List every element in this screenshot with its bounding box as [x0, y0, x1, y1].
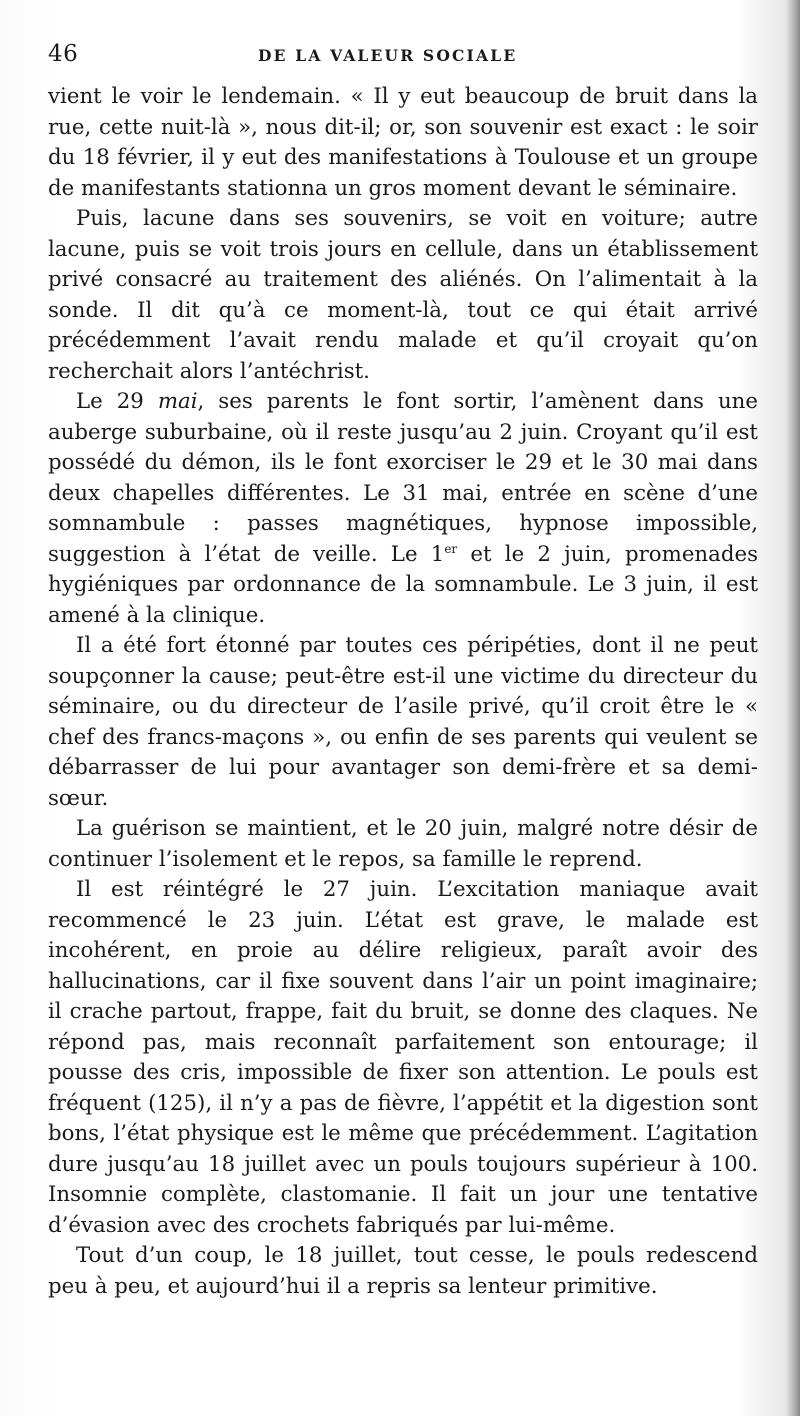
- superscript: er: [444, 541, 458, 556]
- paragraph-continuation: vient le voir le lendemain. « Il y eut beaucoup de bruit dans la rue, cette nuit-là », nous dit-il; or, son souvenir est exact : le soir du 18 février, il y eut des manifestations à Toulouse et un groupe de manifestants stationna un gros moment devant le séminaire.: [48, 84, 758, 201]
- page-number: 46: [48, 41, 79, 67]
- paragraph: Puis, lacune dans ses souvenirs, se voit en voiture; autre lacune, puis se voit trois jours en cellule, dans un établissement privé consacré au traitement des aliénés. On l’alimentait à la sonde. Il dit qu’à ce moment-là, tout ce qui était arrivé précédemment l’avait rendu malade et qu’il croyait qu’on recherchait alors l’antéchrist.: [48, 206, 758, 384]
- paragraph: La guérison se maintient, et le 20 juin, malgré notre désir de continuer l’isolement et le repos, sa famille le reprend.: [48, 816, 758, 872]
- paragraph-text: , ses parents le font sortir, l’amènent dans une auberge suburbaine, où il reste jusqu’au 2 juin. Croyant qu’il est possédé du démon, ils le font exorciser le 29 et le 30 mai dans deux chapelles différentes. Le 31 mai, entrée en scène d’une somnambule : passes magnétiques, hypnose impossible, suggestion à l’état de veille. Le 1: [48, 389, 758, 567]
- italic-text: mai: [157, 389, 198, 414]
- paragraph: Il a été fort étonné par toutes ces péripéties, dont il ne peut soupçonner la cause; peut-être est-il une victime du directeur du séminaire, ou du directeur de l’asile privé, qu’il croit être le « chef des francs-maçons », ou enfin de ses parents qui veulent se débarrasser de lui pour avantager son demi-frère et sa demi-sœur.: [48, 633, 758, 811]
- body-text: [48, 82, 758, 1302]
- running-title: DE LA VALEUR SOCIALE: [258, 46, 518, 65]
- paragraph: [48, 387, 758, 631]
- paragraph-text: et le 2 juin, promenades hygiéniques par ordonnance de la somnambule. Le 3 juin, il est amené à la clinique.: [48, 541, 759, 628]
- page-edge-shadow: [786, 0, 800, 1416]
- page-header: [48, 36, 758, 72]
- paragraph: Il est réintégré le 27 juin. L’excitation maniaque avait recommencé le 23 juin. L’état est grave, le malade est incohérent, en proie au délire religieux, paraît avoir des hallucinations, car il fixe souvent dans l’air un point imaginaire; il crache partout, frappe, fait du bruit, se donne des claques. Ne répond pas, mais reconnaît parfaitement son entourage; il pousse des cris, impossible de fixer son attention. Le pouls est fréquent (125), il n’y a pas de fièvre, l’appétit et la digestion sont bons, l’état physique est le même que précédemment. L’agitation dure jusqu’au 18 juillet avec un pouls toujours supérieur à 100. Insomnie complète, clastomanie. Il fait un jour une tentative d’évasion avec des crochets fabriqués par lui-même.: [48, 877, 758, 1238]
- paragraph: Tout d’un coup, le 18 juillet, tout cesse, le pouls redescend peu à peu, et aujourd’hui il a repris sa lenteur primitive.: [48, 1243, 758, 1299]
- paragraph-text: Le 29: [76, 389, 158, 414]
